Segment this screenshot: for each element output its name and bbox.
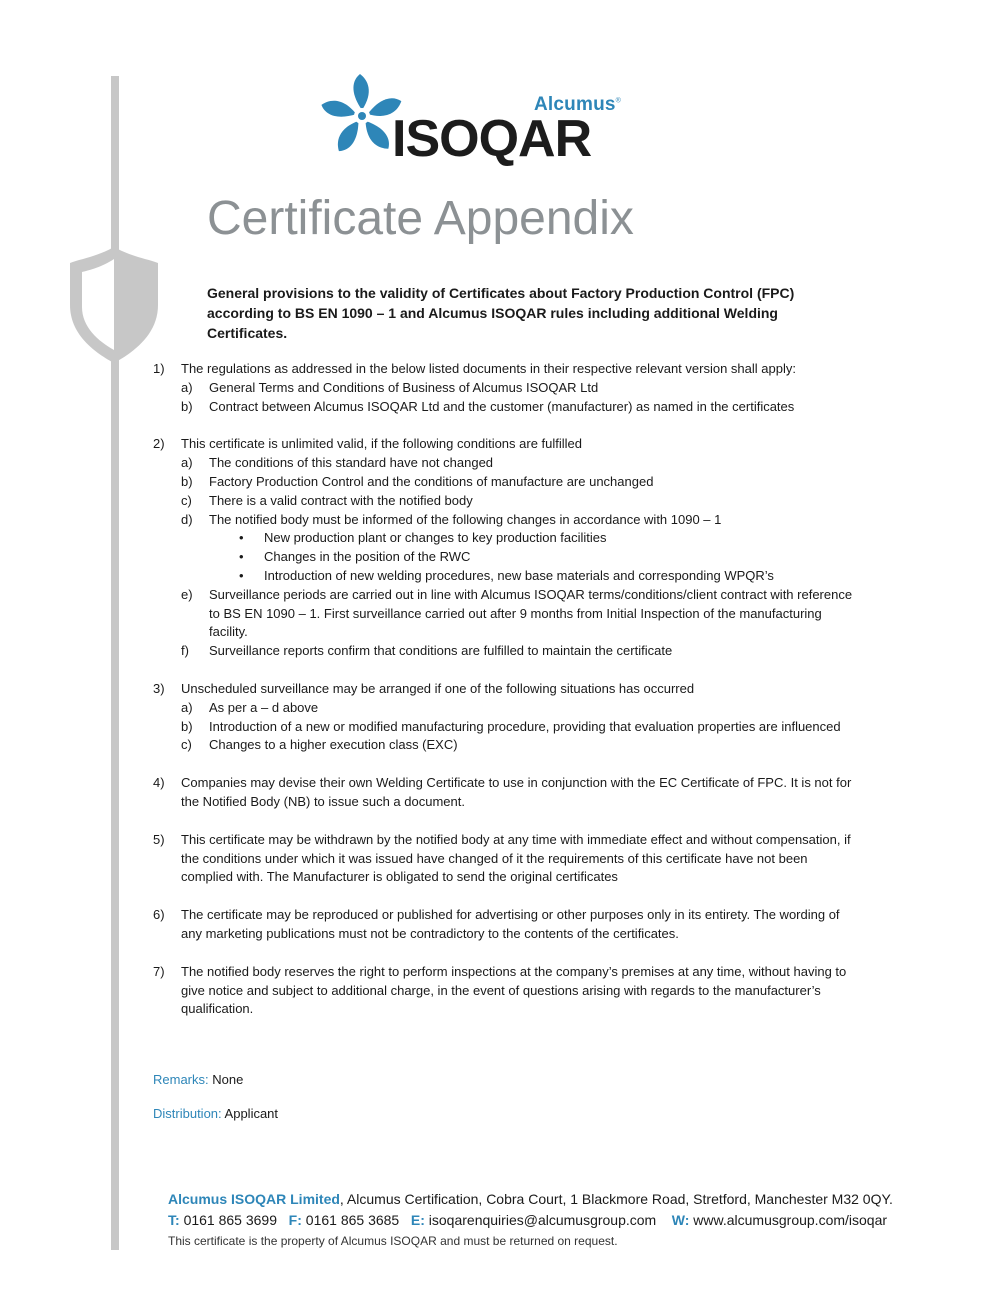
sub-item-text: There is a valid contract with the notified body (209, 492, 473, 508)
distribution-field (153, 1106, 278, 1121)
bullet-item (209, 529, 853, 548)
provisions-list (153, 360, 853, 1038)
sidebar-bar-top (111, 76, 119, 252)
tel-label: T: (168, 1212, 180, 1228)
sub-item-letter: a) (181, 379, 193, 395)
intro-heading: General provisions to the validity of Certificates about Factory Production Control (FPC) according to BS EN 1090 – 1 and Alcumus ISOQAR rules including additional Welding Certificates. (207, 285, 795, 341)
section (153, 680, 853, 755)
sub-item-text: Contract between Alcumus ISOQAR Ltd and the customer (manufacturer) as named in the certificates (209, 398, 795, 414)
remarks-field (153, 1072, 243, 1087)
page-title: Certificate Appendix (207, 192, 634, 245)
section-number: 2) (153, 436, 165, 452)
sub-item-letter: c) (181, 492, 192, 508)
distribution-value: Applicant (224, 1106, 279, 1121)
distribution-label: Distribution: (153, 1106, 222, 1121)
section-number: 6) (153, 907, 165, 923)
section-text: The regulations as addressed in the below listed documents in their respective relevant version shall apply: (181, 361, 796, 376)
section-number: 4) (153, 775, 165, 791)
sub-item-text: As per a – d above (209, 699, 319, 715)
sub-item (181, 586, 853, 642)
sub-item-text: Introduction of a new or modified manufacturing procedure, providing that evaluation properties are influenced (209, 718, 841, 734)
sub-item-letter: c) (181, 737, 192, 753)
remarks-value: None (212, 1072, 244, 1087)
logo-wordmark: ISOQAR (392, 110, 592, 168)
sub-item (181, 718, 853, 737)
sub-item-letter: a) (181, 455, 193, 471)
sub-item (181, 642, 853, 661)
bullet-icon: • (239, 549, 244, 565)
email-label: E: (410, 1212, 425, 1228)
sub-item-letter: a) (181, 699, 193, 715)
footer (168, 1189, 893, 1252)
footer-company: Alcumus ISOQAR Limited (168, 1191, 340, 1207)
sub-item (181, 492, 853, 511)
bullet-icon: • (239, 530, 244, 546)
fax-value: 0161 865 3685 (305, 1212, 400, 1228)
bullet-text: Changes in the position of the RWC (264, 549, 471, 565)
shield-icon (66, 245, 162, 365)
sub-item-text: Surveillance reports confirm that conditions are fulfilled to maintain the certificate (209, 643, 673, 659)
sub-item (181, 398, 853, 417)
sub-item-text: The conditions of this standard have not changed (209, 455, 494, 471)
section-text: This certificate is unlimited valid, if the following conditions are fulfilled (181, 436, 583, 452)
footer-contact-line (168, 1210, 893, 1231)
bullet-text: Introduction of new welding procedures, new base materials and corresponding WPQR’s (264, 567, 774, 583)
sub-item-letter: f) (181, 643, 189, 659)
section-text: Unscheduled surveillance may be arranged if one of the following situations has occurred (181, 680, 695, 696)
section-number: 5) (153, 831, 165, 847)
footer-note: This certificate is the property of Alcumus ISOQAR and must be returned on request. (168, 1234, 618, 1248)
email-link[interactable]: isoqarenquiries@alcumusgroup.com (428, 1212, 657, 1228)
fax-label: F: (288, 1212, 302, 1228)
sub-item (181, 454, 853, 473)
sub-item-letter: e) (181, 586, 193, 602)
section-number: 1) (153, 361, 165, 376)
section (153, 435, 853, 661)
bullet-icon: • (239, 567, 244, 583)
footer-address-line (168, 1189, 893, 1210)
section (153, 774, 853, 812)
sub-item-text: The notified body must be informed of the following changes in accordance with 1090 – 1 (209, 511, 722, 527)
tel-value: 0161 865 3699 (183, 1212, 277, 1228)
section (153, 963, 853, 1019)
sub-item (181, 379, 853, 398)
sub-item-text: General Terms and Conditions of Business of Alcumus ISOQAR Ltd (209, 379, 599, 395)
footer-address: , Alcumus Certification, Cobra Court, 1 Blackmore Road, Stretford, Manchester M32 0QY. (339, 1191, 893, 1207)
section (153, 906, 853, 944)
section-text: The certificate may be reproduced or published for advertising or other purposes only in its entirety. The wording of any marketing publications must not be contradictory to the contents of the certificates. (181, 907, 840, 941)
section-text: This certificate may be withdrawn by the notified body at any time with immediate effect and without compensation, if the conditions under which it was issued have changed of it the requirements of this certificate have not been complied with. The Manufacturer is obligated to send the original certificates (181, 831, 851, 885)
sidebar-bar-bottom (111, 358, 119, 1250)
logo-brand: Alcumus® (534, 94, 621, 115)
sub-item-text: Changes to a higher execution class (EXC) (209, 737, 458, 753)
sub-item-letter: b) (181, 473, 193, 489)
section (153, 360, 853, 416)
web-label: W: (671, 1212, 690, 1228)
sub-item-letter: d) (181, 511, 193, 527)
sub-item (181, 736, 853, 755)
sub-item (181, 699, 853, 718)
section-text: Companies may devise their own Welding Certificate to use in conjunction with the EC Certificate of FPC. It is not for the Notified Body (NB) to issue such a document. (181, 775, 852, 809)
section (153, 831, 853, 887)
remarks-label: Remarks: (153, 1072, 209, 1087)
section-text: The notified body reserves the right to perform inspections at the company’s premises at any time, without having to give notice and subject to additional charge, in the event of questions arising with regards to the manufacturer’s qualification. (181, 963, 847, 1017)
section-number: 3) (153, 680, 165, 696)
sub-item-text: Factory Production Control and the conditions of manufacture are unchanged (209, 473, 654, 489)
bullet-item (209, 567, 853, 586)
bullet-text: New production plant or changes to key production facilities (264, 530, 607, 546)
sub-item (181, 473, 853, 492)
sub-item-text: Surveillance periods are carried out in line with Alcumus ISOQAR terms/conditions/client contract with reference to BS EN 1090 – 1. First surveillance carried out after 9 months from Initial Inspection of the manufacturing facility. (209, 586, 853, 640)
web-link[interactable]: www.alcumusgroup.com/isoqar (693, 1212, 888, 1228)
sub-item (181, 511, 853, 586)
sub-item-letter: b) (181, 398, 193, 414)
bullet-item (209, 548, 853, 567)
section-number: 7) (153, 963, 165, 979)
sub-item-letter: b) (181, 718, 193, 734)
